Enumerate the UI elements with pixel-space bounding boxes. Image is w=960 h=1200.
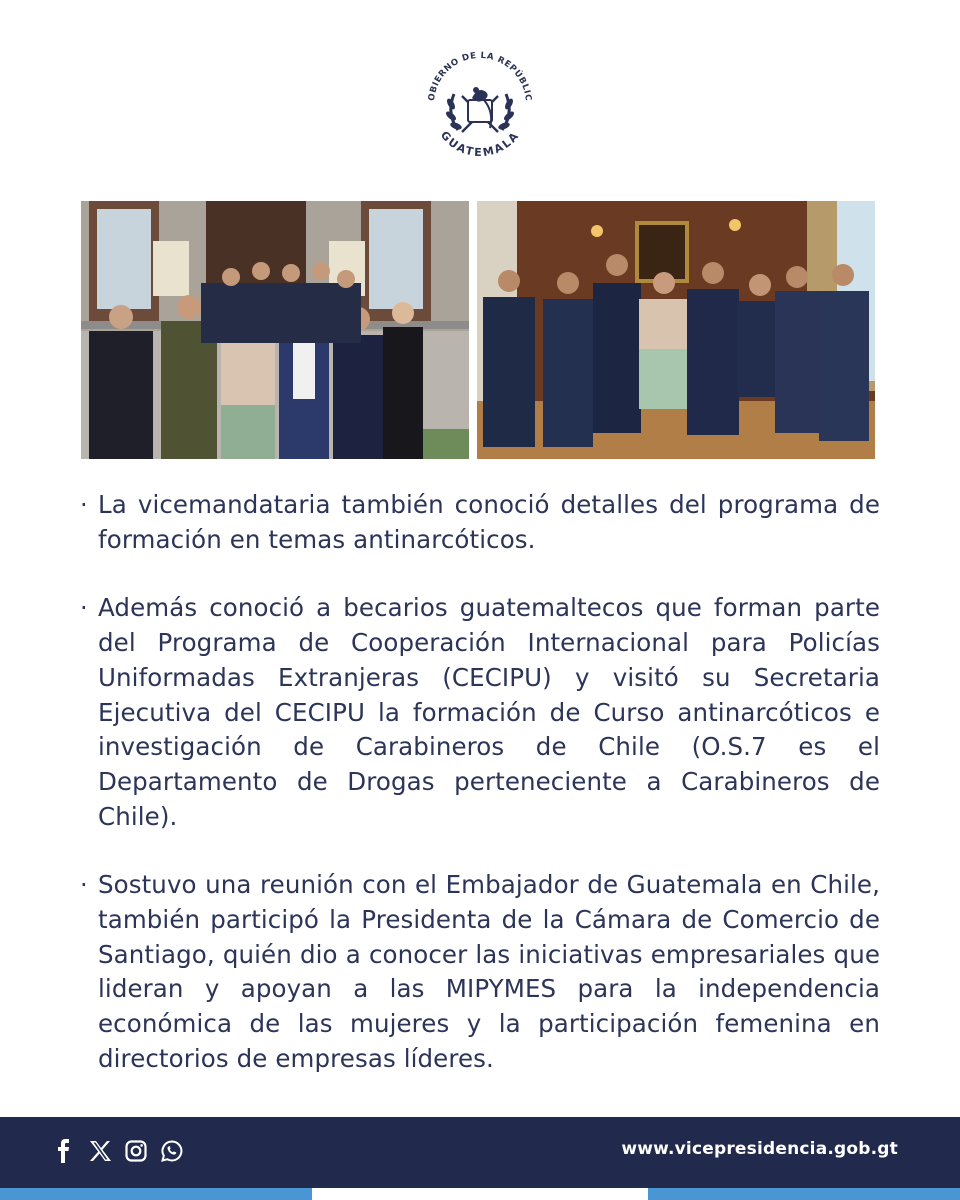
svg-text:GOBIERNO DE LA REPÚBLICA: OBIERNO DE LA REPÚBLIC	[427, 50, 534, 102]
stripe-right	[648, 1188, 960, 1200]
quetzal-seal-icon	[418, 42, 542, 166]
bullet-text: La vicemandataria también conoció detalles del programa de formación en temas antinarcóticos.	[98, 490, 880, 554]
x-icon[interactable]	[88, 1139, 112, 1163]
bullet-item	[78, 488, 880, 557]
guatemala-government-seal	[418, 42, 542, 166]
bullet-list	[78, 488, 880, 1077]
facebook-icon[interactable]	[52, 1139, 76, 1163]
bullet-text: Sostuvo una reunión con el Embajador de Guatemala en Chile, también participó la Presidenta de la Cámara de Comercio de Santiago, quién dio a conocer las iniciativas empresariales que lideran y apoyan a las MIPYMES para la independencia económica de las mujeres y la participación femenina en directorios de empresas líderes.	[98, 870, 880, 1073]
stripe-left	[0, 1188, 312, 1200]
bullet-mark: ·	[80, 871, 88, 900]
bullet-item	[78, 868, 880, 1076]
bullet-item	[78, 591, 880, 834]
group-photo-building-exterior	[81, 201, 469, 459]
bullet-mark: ·	[80, 594, 88, 623]
group-photo-wood-paneled-room	[477, 201, 875, 459]
instagram-icon[interactable]	[124, 1139, 148, 1163]
whatsapp-icon[interactable]	[160, 1139, 184, 1163]
stripe-middle	[312, 1188, 648, 1200]
social-links	[52, 1139, 184, 1163]
bottom-color-stripe	[0, 1188, 960, 1200]
svg-text:GUATEMALA: GUATEMALA	[437, 128, 523, 160]
website-link[interactable]: www.vicepresidencia.gob.gt	[621, 1139, 898, 1159]
bullet-mark: ·	[80, 491, 88, 519]
footer-bar	[0, 1117, 960, 1188]
bullet-text: Además conoció a becarios guatemaltecos que forman parte del Programa de Cooperación Internacional para Policías Uniformadas Extranjeras (CECIPU) y visitó su Secretaria Ejecutiva del CECIPU la formación de Curso antinarcóticos e investigación de Carabineros de Chile (O.S.7 es el Departamento de Drogas perteneciente a Carabineros de Chile).	[98, 593, 880, 831]
